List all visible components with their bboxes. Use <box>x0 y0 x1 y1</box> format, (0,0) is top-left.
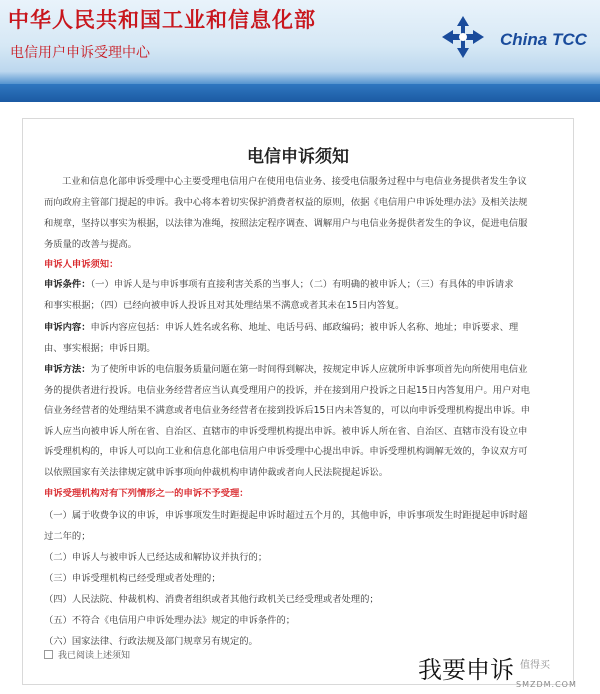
header-bottom-bar <box>0 84 600 102</box>
exclusion-item: （三）申诉受理机构已经受理或者处理的； <box>44 573 221 584</box>
method-line: 以依照国家有关法律规定就申诉事项向仲裁机构申请仲裁或者向人民法院提起诉讼。 <box>44 467 388 478</box>
read-notice-agreement[interactable] <box>44 646 130 662</box>
ministry-title: 中华人民共和国工业和信息化部 <box>8 7 316 32</box>
exclusion-item: 过二年的； <box>44 531 91 542</box>
site-header <box>0 0 600 102</box>
watermark-site-name: 值得买 <box>520 660 550 671</box>
exclusion-item: （六）国家法律、行政法规及部门规章另有规定的。 <box>44 636 258 647</box>
read-notice-label: 我已阅读上述须知 <box>58 650 131 661</box>
method-line: 信业务经营者的处理结果不满意或者电信业务经营者在接到投诉后15日内未答复的，可以向申诉受理机构提出申诉。申 <box>44 405 530 416</box>
intro-line: 务质量的改善与提高。 <box>44 239 137 250</box>
content-line: 由、事实根据；申诉日期。 <box>44 343 156 354</box>
method-label: 申诉方法： <box>44 364 91 375</box>
intro-line: 和规章，坚持以事实为根据，以法律为准绳，按照法定程序调查、调解用户与电信业务提供者发生的争议，促进电信服 <box>44 218 528 229</box>
method-line <box>44 360 527 381</box>
method-text: 为了使所申诉的电信服务质量问题在第一时间得到解决，按规定申诉人应就所申诉事项首先向所使用电信业 <box>90 364 528 375</box>
china-tcc-logo-icon <box>440 14 486 60</box>
china-tcc-logo-text: China TCC <box>500 30 587 49</box>
center-subtitle: 电信用户申诉受理中心 <box>10 45 150 61</box>
content-text: 申诉内容应包括：申诉人姓名或名称、地址、电话号码、邮政编码；被申诉人名称、地址；申诉要求、理 <box>90 322 519 333</box>
exclusion-item: （一）属于收费争议的申诉，申诉事项发生时距提起申诉时超过五个月的，其他申诉，申诉事项发生时距提起申诉时超 <box>44 510 528 521</box>
conditions-line: 和事实根据；（四）已经向被申诉人投诉且对其处理结果不满意或者其未在15日内答复。 <box>44 300 405 311</box>
method-line: 诉人应当向被申诉人所在省、自治区、直辖市的申诉受理机构提出申诉。被申诉人所在省、自治区、直辖市没有设立申 <box>44 426 528 437</box>
content-line <box>44 318 518 339</box>
content-label: 申诉内容： <box>44 322 91 333</box>
notice-title: 电信申诉须知 <box>247 147 349 167</box>
exclusion-item: （五）不符合《电信用户申诉处理办法》规定的申诉条件的； <box>44 615 296 626</box>
conditions-line <box>44 275 514 296</box>
intro-line: 工业和信息化部申诉受理中心主要受理电信用户在使用电信业务、接受电信服务过程中与电信业务提供者发生争议 <box>62 176 527 187</box>
exclusion-item: （四）人民法院、仲裁机构、消费者组织或者其他行政机关已经受理或者处理的； <box>44 594 379 605</box>
read-notice-checkbox[interactable] <box>44 650 53 659</box>
watermark-domain: SMZDM.COM <box>516 680 577 689</box>
exclusion-item: （二）申诉人与被申诉人已经达成和解协议并执行的； <box>44 552 268 563</box>
watermark-text: 我要申诉 <box>418 656 514 684</box>
section-heading-exclusions: 申诉受理机构对有下列情形之一的申诉不予受理： <box>44 488 249 499</box>
method-line: 务的提供者进行投诉。电信业务经营者应当认真受理用户的投诉，并在接到用户投诉之日起15日内答复用户。用户对电 <box>44 385 530 396</box>
section-heading-applicant: 申诉人申诉须知： <box>44 259 119 270</box>
conditions-text: （一）申诉人是与申诉事项有直接利害关系的当事人；（二）有明确的被申诉人；（三）有具体的申诉请求 <box>90 279 514 290</box>
conditions-label: 申诉条件： <box>44 279 91 290</box>
method-line: 诉受理机构的，申诉人可以向工业和信息化部电信用户申诉受理中心提出申诉。申诉受理机构调解无效的，争议双方可 <box>44 446 528 457</box>
intro-line: 而向政府主管部门提起的申诉。我中心将本着切实保护消费者权益的原则，依据《电信用户申诉处理办法》及相关法规 <box>44 197 528 208</box>
